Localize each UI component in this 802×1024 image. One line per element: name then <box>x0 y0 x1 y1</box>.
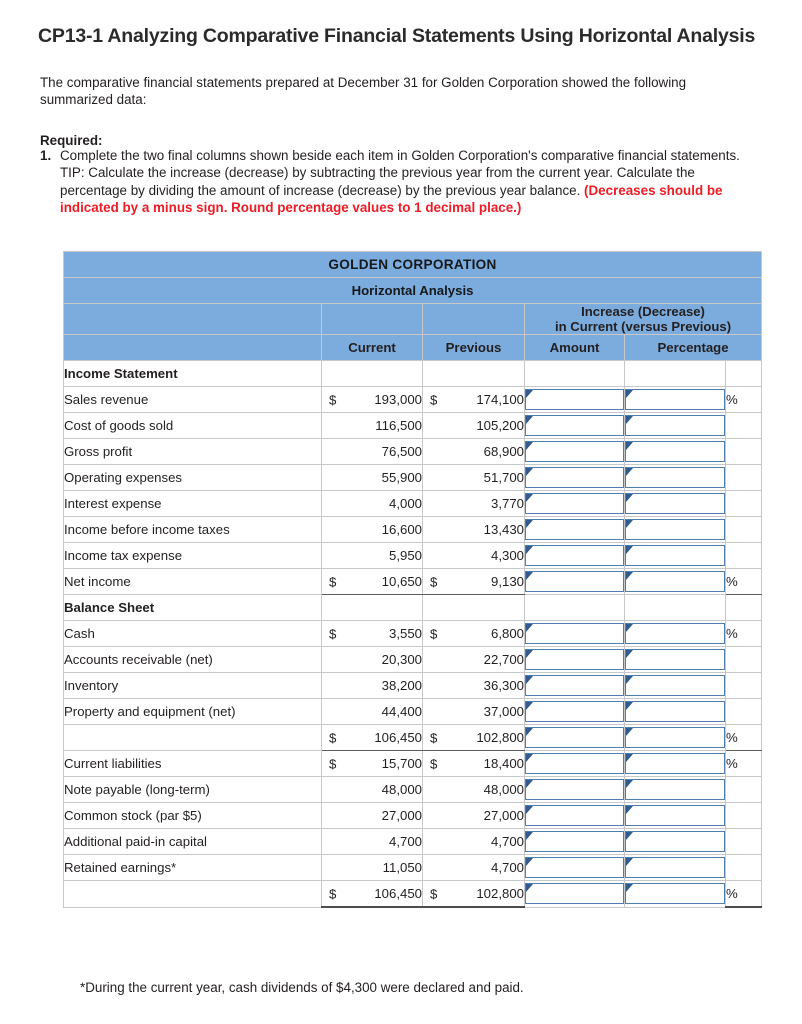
previous-value: 13,430 <box>423 517 525 543</box>
current-value: 5,950 <box>322 543 423 569</box>
cell-flag-icon <box>526 546 533 554</box>
cell-flag-icon <box>526 884 533 892</box>
requirement-text: Complete the two final columns shown beside each item in Golden Corporation's comparative financial statements. TIP: Calculate the increase (decrease) by subtracting the previous year from the current year. Calculate the percentage by dividing the amount of increase (decrease) by the previous year balance. <box>60 148 740 198</box>
amount-cell <box>525 699 625 725</box>
cell-flag-icon <box>526 572 533 580</box>
cell-flag-icon <box>626 676 633 684</box>
group-header-spacer-current <box>322 304 423 335</box>
section-header-row <box>64 361 762 387</box>
table-title-row <box>64 252 762 278</box>
company-name: GOLDEN CORPORATION <box>64 252 762 278</box>
requirement-number: 1. <box>40 148 52 163</box>
percentage-input[interactable] <box>625 753 725 774</box>
currency-symbol: $ <box>430 886 438 901</box>
amount-cell <box>525 491 625 517</box>
cell-flag-icon <box>626 520 633 528</box>
table-row <box>64 699 762 725</box>
table-row <box>64 439 762 465</box>
amount-input[interactable] <box>525 571 624 592</box>
requirement-emphasis: (Decreases should be indicated by a minus sign. Round percentage values to 1 decimal place.) <box>60 182 723 215</box>
table-row <box>64 387 762 413</box>
cell-flag-icon <box>626 624 633 632</box>
requirement-item <box>40 147 752 216</box>
current-value: $ 106,450 <box>322 725 423 751</box>
currency-symbol: $ <box>430 756 438 771</box>
percent-sign <box>726 543 762 569</box>
cell-flag-icon <box>526 702 533 710</box>
amount-cell <box>525 543 625 569</box>
amount-input[interactable] <box>525 467 624 488</box>
cell-flag-icon <box>626 494 633 502</box>
row-label: Operating expenses <box>64 465 322 491</box>
amount-cell <box>525 439 625 465</box>
row-label: Cash <box>64 621 322 647</box>
table-row <box>64 751 762 777</box>
amount-cell <box>525 829 625 855</box>
amount-input[interactable] <box>525 779 624 800</box>
percent-sign: % <box>726 751 762 777</box>
row-label: Note payable (long-term) <box>64 777 322 803</box>
amount-input[interactable] <box>525 675 624 696</box>
amount-input[interactable] <box>525 805 624 826</box>
increase-decrease-group-header <box>525 304 762 335</box>
cell-flag-icon <box>526 780 533 788</box>
previous-value: 4,700 <box>423 829 525 855</box>
cell-flag-icon <box>626 416 633 424</box>
currency-symbol: $ <box>430 626 438 641</box>
currency-symbol: $ <box>430 392 438 407</box>
row-label <box>64 881 322 908</box>
amount-cell <box>525 751 625 777</box>
table-group-header-row <box>64 304 762 335</box>
column-header-percentage: Percentage <box>625 335 762 361</box>
cell-flag-icon <box>526 650 533 658</box>
percentage-cell <box>625 673 726 699</box>
percentage-input[interactable] <box>625 571 725 592</box>
section-previous-blank <box>423 361 525 387</box>
current-value: 55,900 <box>322 465 423 491</box>
row-label: Gross profit <box>64 439 322 465</box>
amount-input[interactable] <box>525 857 624 878</box>
section-previous-blank <box>423 595 525 621</box>
previous-value: 22,700 <box>423 647 525 673</box>
column-header-amount: Amount <box>525 335 625 361</box>
amount-input[interactable] <box>525 727 624 748</box>
previous-value: 3,770 <box>423 491 525 517</box>
currency-symbol: $ <box>329 574 337 589</box>
amount-cell <box>525 647 625 673</box>
percentage-cell <box>625 621 726 647</box>
row-label: Interest expense <box>64 491 322 517</box>
cell-flag-icon <box>526 754 533 762</box>
cell-flag-icon <box>526 520 533 528</box>
current-value: $ 3,550 <box>322 621 423 647</box>
previous-value: 4,700 <box>423 855 525 881</box>
percent-sign <box>726 413 762 439</box>
previous-value: 27,000 <box>423 803 525 829</box>
row-label: Sales revenue <box>64 387 322 413</box>
current-value: 16,600 <box>322 517 423 543</box>
table-row <box>64 413 762 439</box>
previous-value: $ 174,100 <box>423 387 525 413</box>
percentage-input[interactable] <box>625 727 725 748</box>
table-row <box>64 491 762 517</box>
percent-sign <box>726 829 762 855</box>
cell-flag-icon <box>526 442 533 450</box>
percentage-cell <box>625 751 726 777</box>
currency-symbol: $ <box>430 574 438 589</box>
cell-flag-icon <box>626 806 633 814</box>
current-value: 11,050 <box>322 855 423 881</box>
section-percentage-blank <box>625 595 726 621</box>
section-percent-sign-blank <box>726 361 762 387</box>
table-row <box>64 543 762 569</box>
amount-cell <box>525 387 625 413</box>
cell-flag-icon <box>526 494 533 502</box>
percentage-input[interactable] <box>625 675 725 696</box>
currency-symbol: $ <box>329 886 337 901</box>
cell-flag-icon <box>526 624 533 632</box>
current-value: $ 10,650 <box>322 569 423 595</box>
cell-flag-icon <box>626 650 633 658</box>
previous-value: $ 9,130 <box>423 569 525 595</box>
page-title: CP13-1 Analyzing Comparative Financial Statements Using Horizontal Analysis <box>38 25 756 47</box>
amount-input[interactable] <box>525 389 624 410</box>
percentage-input[interactable] <box>625 493 725 514</box>
group-header-spacer-label <box>64 304 322 335</box>
cell-flag-icon <box>626 780 633 788</box>
amount-input[interactable] <box>525 519 624 540</box>
row-label: Current liabilities <box>64 751 322 777</box>
percent-sign <box>726 777 762 803</box>
cell-flag-icon <box>526 832 533 840</box>
current-value: 38,200 <box>322 673 423 699</box>
percentage-cell <box>625 725 726 751</box>
table-row <box>64 777 762 803</box>
cell-flag-icon <box>626 884 633 892</box>
percentage-input[interactable] <box>625 519 725 540</box>
cell-flag-icon <box>626 832 633 840</box>
current-value: 76,500 <box>322 439 423 465</box>
amount-input[interactable] <box>525 649 624 670</box>
section-current-blank <box>322 595 423 621</box>
requirements-list <box>40 147 752 216</box>
section-header-row <box>64 595 762 621</box>
percentage-cell <box>625 855 726 881</box>
cell-flag-icon <box>626 546 633 554</box>
percentage-cell <box>625 439 726 465</box>
previous-value: 105,200 <box>423 413 525 439</box>
amount-cell <box>525 517 625 543</box>
section-percentage-blank <box>625 361 726 387</box>
percentage-input[interactable] <box>625 883 725 904</box>
previous-value: 48,000 <box>423 777 525 803</box>
cell-flag-icon <box>626 390 633 398</box>
table-row <box>64 673 762 699</box>
percentage-cell <box>625 491 726 517</box>
row-label <box>64 725 322 751</box>
section-amount-blank <box>525 361 625 387</box>
percentage-cell <box>625 569 726 595</box>
amount-input[interactable] <box>525 883 624 904</box>
table-column-header-row <box>64 335 762 361</box>
percentage-cell <box>625 803 726 829</box>
column-header-current: Current <box>322 335 423 361</box>
percent-sign <box>726 699 762 725</box>
amount-input[interactable] <box>525 623 624 644</box>
percent-sign <box>726 439 762 465</box>
table-row <box>64 569 762 595</box>
row-label: Accounts receivable (net) <box>64 647 322 673</box>
horizontal-analysis-table <box>63 251 762 908</box>
percent-sign: % <box>726 569 762 595</box>
row-label: Property and equipment (net) <box>64 699 322 725</box>
previous-value: $ 18,400 <box>423 751 525 777</box>
percentage-cell <box>625 881 726 908</box>
cell-flag-icon <box>526 390 533 398</box>
cell-flag-icon <box>526 806 533 814</box>
row-label: Income before income taxes <box>64 517 322 543</box>
currency-symbol: $ <box>329 730 337 745</box>
percentage-input[interactable] <box>625 805 725 826</box>
percentage-cell <box>625 777 726 803</box>
table-row <box>64 829 762 855</box>
section-percent-sign-blank <box>726 595 762 621</box>
amount-cell <box>525 413 625 439</box>
current-value: 44,400 <box>322 699 423 725</box>
percent-sign: % <box>726 881 762 908</box>
percentage-cell <box>625 647 726 673</box>
amount-cell <box>525 725 625 751</box>
previous-value: 36,300 <box>423 673 525 699</box>
percentage-input[interactable] <box>625 545 725 566</box>
percent-sign: % <box>726 725 762 751</box>
table-row <box>64 647 762 673</box>
currency-symbol: $ <box>329 392 337 407</box>
amount-cell <box>525 855 625 881</box>
percent-sign <box>726 465 762 491</box>
amount-cell <box>525 881 625 908</box>
cell-flag-icon <box>626 702 633 710</box>
percent-sign: % <box>726 621 762 647</box>
table-row <box>64 881 762 908</box>
currency-symbol: $ <box>430 730 438 745</box>
current-value: 27,000 <box>322 803 423 829</box>
percent-sign <box>726 647 762 673</box>
percentage-input[interactable] <box>625 467 725 488</box>
row-label: Inventory <box>64 673 322 699</box>
group-header-spacer-previous <box>423 304 525 335</box>
cell-flag-icon <box>526 416 533 424</box>
current-value: 20,300 <box>322 647 423 673</box>
cell-flag-icon <box>626 468 633 476</box>
amount-input[interactable] <box>525 701 624 722</box>
percent-sign <box>726 517 762 543</box>
percentage-cell <box>625 413 726 439</box>
percentage-input[interactable] <box>625 779 725 800</box>
cell-flag-icon <box>626 858 633 866</box>
row-label: Income tax expense <box>64 543 322 569</box>
percentage-cell <box>625 465 726 491</box>
current-value: $ 193,000 <box>322 387 423 413</box>
section-title: Balance Sheet <box>64 595 322 621</box>
percentage-input[interactable] <box>625 389 725 410</box>
table-body <box>64 252 762 908</box>
amount-cell <box>525 777 625 803</box>
required-label: Required: <box>40 133 103 148</box>
currency-symbol: $ <box>329 756 337 771</box>
amount-cell <box>525 803 625 829</box>
percent-sign <box>726 803 762 829</box>
group-header-line1: Increase (Decrease) <box>581 304 705 319</box>
amount-input[interactable] <box>525 831 624 852</box>
cell-flag-icon <box>626 728 633 736</box>
group-header-line2: in Current (versus Previous) <box>554 319 732 334</box>
cell-flag-icon <box>526 676 533 684</box>
percentage-input[interactable] <box>625 649 725 670</box>
percent-sign <box>726 491 762 517</box>
cell-flag-icon <box>526 728 533 736</box>
table-row <box>64 517 762 543</box>
percentage-input[interactable] <box>625 701 725 722</box>
percent-sign <box>726 855 762 881</box>
cell-flag-icon <box>626 754 633 762</box>
column-header-previous: Previous <box>423 335 525 361</box>
section-current-blank <box>322 361 423 387</box>
row-label: Common stock (par $5) <box>64 803 322 829</box>
table-subtitle-row <box>64 278 762 304</box>
percentage-cell <box>625 829 726 855</box>
percentage-cell <box>625 543 726 569</box>
previous-value: 37,000 <box>423 699 525 725</box>
percentage-input[interactable] <box>625 831 725 852</box>
previous-value: $ 102,800 <box>423 725 525 751</box>
report-subtitle: Horizontal Analysis <box>64 278 762 304</box>
percentage-input[interactable] <box>625 623 725 644</box>
current-value: $ 106,450 <box>322 881 423 908</box>
amount-cell <box>525 673 625 699</box>
percentage-cell <box>625 699 726 725</box>
table-row <box>64 465 762 491</box>
percentage-input[interactable] <box>625 415 725 436</box>
amount-input[interactable] <box>525 415 624 436</box>
amount-input[interactable] <box>525 545 624 566</box>
row-label: Additional paid-in capital <box>64 829 322 855</box>
amount-cell <box>525 569 625 595</box>
percentage-cell <box>625 517 726 543</box>
section-amount-blank <box>525 595 625 621</box>
amount-input[interactable] <box>525 493 624 514</box>
cell-flag-icon <box>626 442 633 450</box>
cell-flag-icon <box>626 572 633 580</box>
row-label: Retained earnings* <box>64 855 322 881</box>
percentage-cell <box>625 387 726 413</box>
cell-flag-icon <box>526 468 533 476</box>
current-value: 116,500 <box>322 413 423 439</box>
current-value: 48,000 <box>322 777 423 803</box>
previous-value: $ 102,800 <box>423 881 525 908</box>
percent-sign <box>726 673 762 699</box>
percentage-input[interactable] <box>625 441 725 462</box>
percentage-input[interactable] <box>625 857 725 878</box>
table-row <box>64 855 762 881</box>
row-label: Cost of goods sold <box>64 413 322 439</box>
section-title: Income Statement <box>64 361 322 387</box>
current-value: 4,700 <box>322 829 423 855</box>
intro-paragraph: The comparative financial statements prepared at December 31 for Golden Corporation showed the following summarized data: <box>40 75 687 107</box>
row-label: Net income <box>64 569 322 595</box>
percent-sign: % <box>726 387 762 413</box>
amount-cell <box>525 621 625 647</box>
table-row <box>64 803 762 829</box>
amount-cell <box>525 465 625 491</box>
current-value: 4,000 <box>322 491 423 517</box>
current-value: $ 15,700 <box>322 751 423 777</box>
previous-value: 68,900 <box>423 439 525 465</box>
column-header-blank <box>64 335 322 361</box>
cell-flag-icon <box>526 858 533 866</box>
table-row <box>64 621 762 647</box>
previous-value: $ 6,800 <box>423 621 525 647</box>
amount-input[interactable] <box>525 441 624 462</box>
previous-value: 51,700 <box>423 465 525 491</box>
currency-symbol: $ <box>329 626 337 641</box>
footnote: *During the current year, cash dividends of $4,300 were declared and paid. <box>80 980 524 995</box>
previous-value: 4,300 <box>423 543 525 569</box>
table-row <box>64 725 762 751</box>
amount-input[interactable] <box>525 753 624 774</box>
